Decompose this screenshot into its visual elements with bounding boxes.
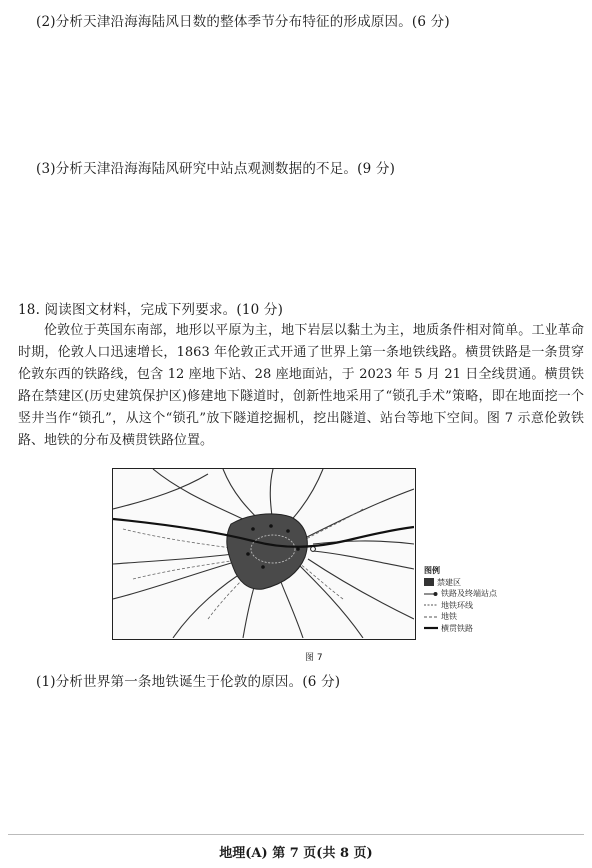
circle-line-icon (424, 601, 438, 609)
page-footer: 地理(A) 第 7 页(共 8 页) (219, 846, 373, 861)
legend-title: 图例 (424, 566, 440, 575)
legend-label: 地铁 (441, 612, 457, 621)
question-2: (2)分析天津沿海海陆风日数的整体季节分布特征的形成原因。(6 分) (36, 14, 450, 30)
legend-label: 横贯铁路 (441, 623, 473, 633)
legend-item-railway (424, 588, 497, 600)
crossrail-icon (424, 624, 438, 632)
legend-label: 地铁环线 (441, 600, 473, 610)
subway-icon (424, 613, 438, 621)
legend-item-crossrail (424, 623, 497, 635)
passage (18, 320, 584, 452)
question-3: (3)分析天津沿海海陆风研究中站点观测数据的不足。(9 分) (36, 161, 396, 177)
restricted-swatch-icon (424, 578, 434, 586)
question-18-1: (1)分析世界第一条地铁诞生于伦敦的原因。(6 分) (36, 674, 341, 690)
legend-label: 铁路及终端站点 (441, 589, 497, 598)
question-18-title: 18. 阅读图文材料，完成下列要求。(10 分) (18, 302, 284, 318)
legend-item-circle-line (424, 600, 497, 612)
legend-item-restricted (424, 577, 497, 589)
footer-divider (8, 834, 584, 835)
map-legend (424, 565, 497, 634)
legend-label: 禁建区 (437, 577, 461, 587)
legend-item-subway (424, 611, 497, 623)
railway-terminal-icon (424, 590, 438, 598)
london-map-figure (112, 468, 416, 640)
figure-caption: 图 7 (305, 653, 323, 663)
london-map-svg (113, 469, 414, 638)
passage-text: 伦敦位于英国东南部，地形以平原为主，地下岩层以黏土为主，地质条件相对简单。工业革命时期，伦敦人口迅速增长，1863 年伦敦正式开通了世界上第一条地铁线路。横贯铁路是一条贯穿伦敦东西的铁路线，包含 12 座地下站、28 座地面站，于 2023 年 5 月 21 日全线贯通。横贯铁路在禁建区(历史建筑保护区)修建地下隧道时，创新性地采用了“锁孔手术”策略，即在地面挖一个竖井当作“锁孔”，从这个“锁孔”放下隧道挖掘机，挖出隧道、站台等地下空间。图 7 示意伦敦铁路、地铁的分布及横贯铁路位置。 (18, 323, 584, 448)
restricted-zone (227, 514, 308, 589)
